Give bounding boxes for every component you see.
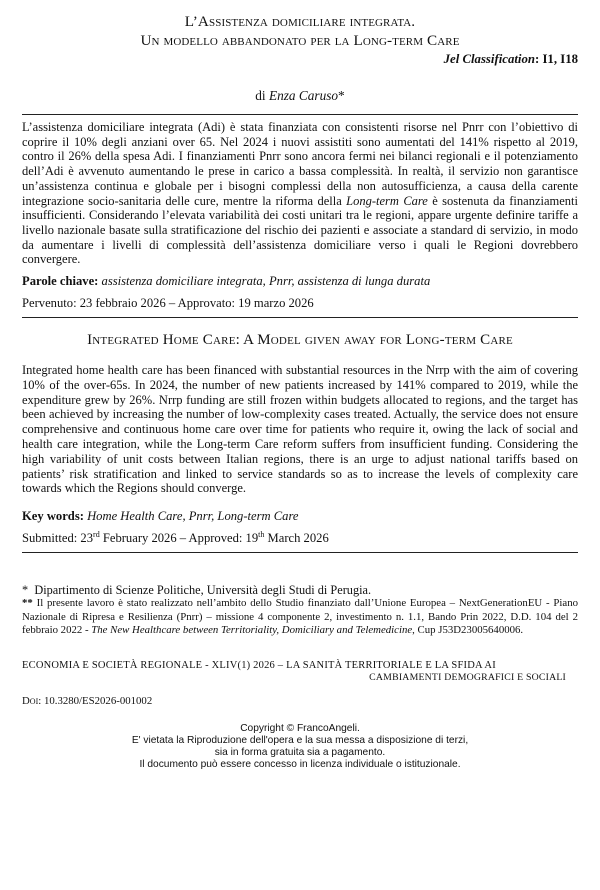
journal-line-2: CAMBIAMENTI DEMOGRAFICI E SOCIALI bbox=[369, 672, 566, 684]
copyright-line-1: Copyright © FrancoAngeli. bbox=[240, 722, 360, 734]
author-line bbox=[22, 88, 578, 104]
footnote-2-mark: ** bbox=[22, 597, 33, 610]
footnote-2-italic: The New Healthcare between Territoriality, Domiciliary and Telemedicine bbox=[91, 624, 413, 637]
approved-date: February 2026 – Approved: 19 bbox=[99, 530, 259, 545]
abstract-italian bbox=[22, 120, 578, 267]
paper-title-line-2: Un modello abbandonato per la Long-term Care bbox=[140, 32, 460, 49]
footnote-1-text: Dipartimento di Scienze Politiche, Università degli Studi di Perugia. bbox=[34, 582, 372, 597]
jel-classification bbox=[22, 52, 578, 67]
abstract-it-bottom-rule bbox=[22, 317, 578, 318]
footnote-funding bbox=[22, 597, 578, 638]
approved-sup: th bbox=[258, 529, 265, 539]
doi-value: : 10.3280/ES2026-001002 bbox=[38, 694, 153, 707]
submitted-sup: rd bbox=[93, 529, 100, 539]
abstract-it-italic: Long-term Care bbox=[346, 193, 428, 208]
footnote-2-text: Il presente lavoro è stato realizzato nell’ambito dello Studio finanziato dall’Unione Europea – NextGenerationEU - Piano Nazionale di Ripresa e Resilienza (Pnrr) – missione 4 componente 2, investimento n. 1.1, Bando Prin 2022, D.D. 104 del 2 febbraio 2022 - bbox=[22, 597, 578, 637]
paper-title-line-1: L’Assistenza domiciliare integrata. bbox=[184, 13, 416, 30]
dates-english bbox=[22, 531, 578, 546]
copyright-line-3: sia in forma gratuita sia a pagamento. bbox=[214, 747, 386, 759]
keywords-en-label: Key words bbox=[22, 508, 80, 523]
submitted-date: Submitted: 23 bbox=[22, 530, 94, 545]
copyright-line-2: E' vietata la Riproduzione dell'opera e la sua messa a disposizione di terzi, bbox=[131, 734, 469, 746]
footnote-affiliation bbox=[22, 583, 578, 598]
english-title: Integrated Home Care: A Model given away for Long-term Care bbox=[87, 332, 513, 349]
abstract-english: Integrated home health care has been financed with substantial resources in the Nrrp with the aim of covering 10% of the over-65s. In 2024, the number of new patients increased by 141% compared to 2019, while the expenditure grew by 26%. Nrrp funding are still frozen within budgets allocated to regions, and the target has been achieved by increasing the number of low-complexity cases treated. Actually, the service does not ensure comprehensive and continuous home care over time for patients who require it, owing the lack of social and health care integration, while the Long-term Care reform suffers from insufficient funding. Considering the high variability of unit costs between Italian regions, there is an urge to adjust national tariffs based on patients’ risk stratification and linked to service standards so as to increase the levels of complexity care towards which the Regions should converge. bbox=[22, 363, 578, 496]
jel-label: Jel Classification bbox=[443, 52, 535, 66]
doi-line bbox=[22, 695, 578, 707]
keywords-english: Key words: Home Health Care, Pnrr, Long-term Care bbox=[22, 508, 299, 523]
copyright-notice bbox=[22, 723, 578, 772]
approved-tail: March 2026 bbox=[264, 530, 329, 545]
keywords-en-values: Home Health Care, Pnrr, Long-term Care bbox=[87, 508, 299, 523]
abstract-it-text: L’assistenza domiciliare integrata (Adi) è stata finanziata con consistenti risorse nel Pnrr con l’obiettivo di coprire il 10% degli anziani over 65. Nel 2024 i nuovi assistiti sono aumentati del 141% rispetto al 2019, contro il 26% della spesa Adi. I finanziamenti Pnrr sono ancora fermi nei bilanci regionali e il potenziamento dell’Adi è avvenuto aumentando le prese in carico a bassa complessità. In realtà, il servizio non garantisce un’assistenza continua e globale per i bisogni complessi della non autosufficienza, a causa della carente integrazione socio-sanitaria delle cure, mentre la riforma della bbox=[22, 120, 578, 208]
journal-line-1: ECONOMIA E SOCIETÀ REGIONALE - XLIV(1) 2026 – LA SANITÀ TERRITORIALE E LA SFIDA AI bbox=[22, 659, 496, 671]
dates-italian: Pervenuto: 23 febbraio 2026 – Approvato: 19 marzo 2026 bbox=[22, 296, 314, 311]
footnote-2-tail: , Cup J53D23005640006. bbox=[412, 624, 524, 637]
abstract-it-top-rule bbox=[22, 114, 578, 115]
doi-label: Doi bbox=[22, 694, 39, 707]
copyright-line-4: Il documento può essere concesso in licenza individuale o istituzionale. bbox=[139, 759, 461, 771]
keywords-it-label: Parole chiave: bbox=[22, 274, 99, 289]
jel-codes: : I1, I18 bbox=[534, 52, 578, 66]
author-name: Enza Caruso bbox=[268, 88, 339, 103]
abstract-en-bottom-rule bbox=[22, 552, 578, 553]
keywords-it-values: assistenza domiciliare integrata, Pnrr, assistenza di lunga durata bbox=[101, 274, 431, 289]
author-prefix: di bbox=[255, 88, 269, 103]
keywords-italian bbox=[22, 274, 578, 289]
journal-reference bbox=[22, 660, 578, 685]
abstract-it-tail: è sostenuta da finanziamenti insufficienti. Considerando l’elevata variabilità dei costi unitari tra le regioni, appare urgente definire tariffe a livello nazionale basate sulla stratificazione del rischio dei pazienti e associate a standard di servizio, in modo da aumentare i livelli di complessità dell’assistenza domiciliare verso i quali le Regioni dovrebbero convergere. bbox=[22, 193, 578, 267]
author-footnote-mark: * bbox=[338, 88, 345, 103]
footnote-1-mark: * bbox=[22, 582, 29, 597]
